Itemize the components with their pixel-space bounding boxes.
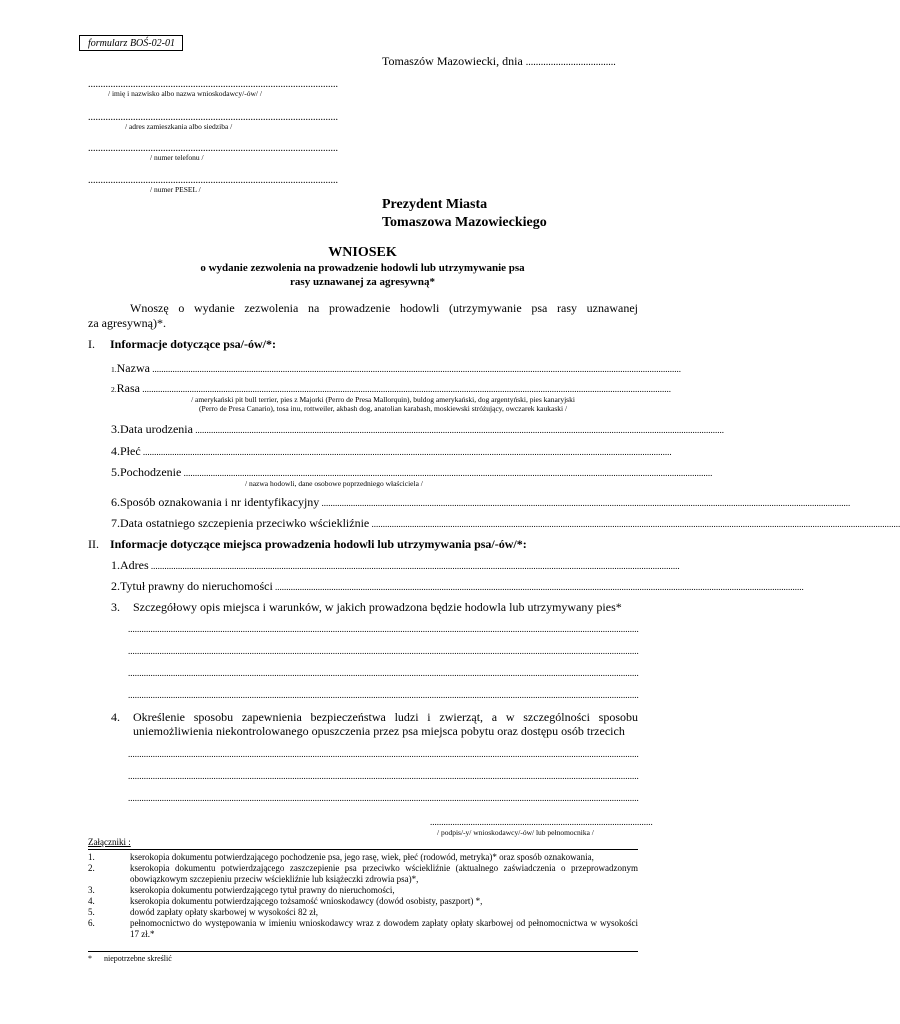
field-nazwa[interactable]: 1. Nazwa ........................................................................................................................................................................................................................................... (111, 361, 681, 375)
attachment-number: 3. (88, 885, 95, 895)
field-opis-miejsca-label: Szczegółowy opis miejsca i warunków, w jakich prowadzona będzie hodowla lub utrzymywany pies* (133, 600, 622, 614)
pochodzenie-note: / nazwa hodowli, dane osobowe poprzedniego właściciela / (245, 479, 423, 488)
field-rasa-label: Rasa (116, 381, 140, 395)
field-data-urodzenia[interactable]: 3. Data urodzenia ........................................................................................................................................................................................................................................... (111, 422, 724, 436)
bezp-line-2[interactable]: ................................................................................................................................................................................................................................... (128, 771, 639, 781)
form-id-box (79, 35, 183, 51)
opis-line-4[interactable]: ................................................................................................................................................................................................................................... (128, 690, 639, 700)
applicant-phone-caption: / numer telefonu / (150, 153, 204, 162)
attachment-number: 4. (88, 896, 95, 906)
field-oznakowanie[interactable]: 6. Sposób oznakowania i nr identyfikacyjny ........................................................................................................................................................................................................................................... (111, 495, 851, 509)
attachment-item (88, 918, 684, 940)
signature-caption: / podpis/-y/ wnioskodawcy/-ów/ lub pełnomocnika / (437, 828, 594, 837)
attachment-text: pełnomocnictwo do występowania w imieniu wnioskodawcy wraz z dowodem zapłaty opłaty skarbowej od pełnomocnictwa w wysokości 17 zł.* (130, 918, 638, 939)
attachment-number: 6. (88, 918, 95, 928)
field-plec-label: Płeć (120, 444, 141, 458)
field-bezpieczenstwo-number: 4. (111, 710, 120, 724)
document-subtitle-2: rasy uznawanej za agresywną* (290, 276, 435, 288)
bezp-line-3[interactable]: ................................................................................................................................................................................................................................... (128, 793, 639, 803)
field-tytul-prawny-label: Tytuł prawny do nieruchomości (120, 579, 273, 593)
field-adres-number: 1. (111, 558, 120, 572)
field-rasa-number: 2. (111, 385, 117, 394)
field-adres[interactable]: 1. Adres ........................................................................................................................................................................................................................................... (111, 558, 680, 572)
section1-heading (88, 337, 276, 352)
attachment-number: 1. (88, 852, 95, 862)
field-szczepienie[interactable]: 7. Data ostatniego szczepienia przeciwko wściekliźnie ........................................................................................................................................................................................................................................... (111, 516, 900, 530)
attachment-number: 5. (88, 907, 95, 917)
section2-heading (88, 537, 527, 552)
applicant-pesel-caption: / numer PESEL / (150, 185, 201, 194)
applicant-name-caption: / imię i nazwisko albo nazwa wnioskodawcy/-ów/ / (108, 89, 262, 98)
attachment-item (88, 907, 684, 918)
field-data-urodzenia-number: 3. (111, 422, 120, 436)
field-oznakowanie-number: 6. (111, 495, 120, 509)
opis-line-1[interactable]: ................................................................................................................................................................................................................................... (128, 624, 639, 634)
section1-title: Informacje dotyczące psa/-ów/*: (110, 337, 276, 351)
attachment-text-content: kserokopia dokumentu potwierdzającego zaszczepienie psa przeciwko wściekliźnie (aktualnego zaświadczenia o przeprowadzonym obowiązkowym szczepieniu przeciw wściekliźnie lub książeczki zdrowia psa)*, (130, 863, 638, 884)
attachment-text: kserokopia dokumentu potwierdzającego pochodzenie psa, jego rasę, wiek, płeć (rodowód, metryka)* oraz sposób oznakowania, (130, 852, 594, 862)
applicant-address-field[interactable]: .................................................................................................... / adres zamieszkania albo siedziba / (88, 112, 338, 131)
attachment-item (88, 852, 684, 863)
field-data-urodzenia-label: Data urodzenia (120, 422, 193, 436)
signature-line[interactable]: ................................................................................................... (430, 817, 653, 827)
recipient-line1: Prezydent Miasta (382, 197, 488, 212)
footnote-rule (88, 951, 638, 952)
field-szczepienie-number: 7. (111, 516, 120, 530)
field-opis-miejsca (111, 600, 638, 615)
field-tytul-prawny-number: 2. (111, 579, 120, 593)
attachment-text: dowód zapłaty opłaty skarbowej w wysokości 82 zł, (130, 907, 318, 917)
footnote (88, 954, 172, 963)
field-szczepienie-label: Data ostatniego szczepienia przeciwko wściekliźnie (120, 516, 370, 530)
document-subtitle-1: o wydanie zezwolenia na prowadzenie hodowli lub utrzymywanie psa (200, 262, 525, 274)
applicant-pesel-field[interactable]: .................................................................................................... / numer PESEL / (88, 175, 338, 194)
recipient (382, 196, 547, 232)
document-title: WNIOSEK (328, 245, 397, 260)
footnote-text: niepotrzebne skreślić (104, 954, 172, 963)
opis-line-2[interactable]: ................................................................................................................................................................................................................................... (128, 646, 639, 656)
attachment-item (88, 863, 684, 885)
field-adres-label: Adres (120, 558, 149, 572)
attachment-text (130, 863, 638, 885)
field-pochodzenie[interactable]: 5. Pochodzenie ........................................................................................................................................................................................................................................... (111, 465, 713, 479)
place-date-label: Tomaszów Mazowiecki, dnia (382, 54, 523, 68)
field-pochodzenie-label: Pochodzenie (120, 465, 182, 479)
place-date-line[interactable]: Tomaszów Mazowiecki, dnia .................................... (382, 54, 616, 68)
field-opis-miejsca-number: 3. (111, 600, 120, 614)
attachment-number: 2. (88, 863, 95, 873)
attachment-text: kserokopia dokumentu potwierdzającego tytuł prawny do nieruchomości, (130, 885, 395, 895)
attachments-title: Załączniki : (88, 837, 131, 847)
recipient-line2: Tomaszowa Mazowieckiego (382, 215, 547, 230)
applicant-phone-field[interactable]: .................................................................................................... / numer telefonu / (88, 143, 338, 162)
intro-line2: za agresywną)*. (88, 316, 166, 330)
field-pochodzenie-number: 5. (111, 465, 120, 479)
applicant-address-caption: / adres zamieszkania albo siedziba / (125, 122, 233, 131)
field-oznakowanie-label: Sposób oznakowania i nr identyfikacyjny (120, 495, 320, 509)
field-bezpieczenstwo-line2: uniemożliwienia niekontrolowanego opuszczenia przez psa miejsca pobytu oraz dostępu osób trzecich (133, 724, 625, 738)
field-plec[interactable]: 4. Płeć ........................................................................................................................................................................................................................................... (111, 444, 672, 458)
section1-number: I. (88, 337, 95, 351)
field-plec-number: 4. (111, 444, 120, 458)
attachment-item (88, 885, 684, 896)
opis-line-3[interactable]: ................................................................................................................................................................................................................................... (128, 668, 639, 678)
attachment-text: kserokopia dokumentu potwierdzającego tożsamość wnioskodawcy (dowód osobisty, paszport) *, (130, 896, 483, 906)
attachments-top-rule (88, 849, 638, 850)
rasa-note-2: (Perro de Presa Canario), tosa inu, rottweiler, akbash dog, anatolian karabash, moskiewski stróżujący, owczarek kaukaski / (198, 404, 568, 413)
field-bezpieczenstwo-line1: Określenie sposobu zapewnienia bezpieczeństwa ludzi i zwierząt, a w szczególności sposobu (133, 710, 638, 724)
attachment-item (88, 896, 684, 907)
field-nazwa-label: Nazwa (116, 361, 150, 375)
bezp-line-1[interactable]: ................................................................................................................................................................................................................................... (128, 749, 639, 759)
section2-number: II. (88, 537, 99, 551)
field-rasa[interactable]: 2. Rasa ........................................................................................................................................................................................................................................... (111, 381, 671, 395)
footnote-mark: * (88, 954, 92, 963)
field-nazwa-number: 1. (111, 365, 117, 374)
applicant-name-field[interactable]: .................................................................................................... / imię i nazwisko albo nazwa wnioskodawcy/-ów/ / (88, 79, 338, 98)
section2-title: Informacje dotyczące miejsca prowadzenia hodowli lub utrzymywania psa/-ów/*: (110, 537, 527, 551)
form-id: formularz BOŚ-02-01 (88, 38, 175, 49)
field-tytul-prawny[interactable]: 2. Tytuł prawny do nieruchomości ........................................................................................................................................................................................................................................... (111, 579, 804, 593)
rasa-note-1: / amerykański pit bull terrier, pies z Majorki (Perro de Presa Mallorquin), buldog amerykański, dog argentyński, pies kanaryjski (191, 395, 575, 404)
intro-line1: Wnoszę o wydanie zezwolenia na prowadzenie hodowli (utrzymywanie psa rasy uznawanej (130, 301, 638, 315)
